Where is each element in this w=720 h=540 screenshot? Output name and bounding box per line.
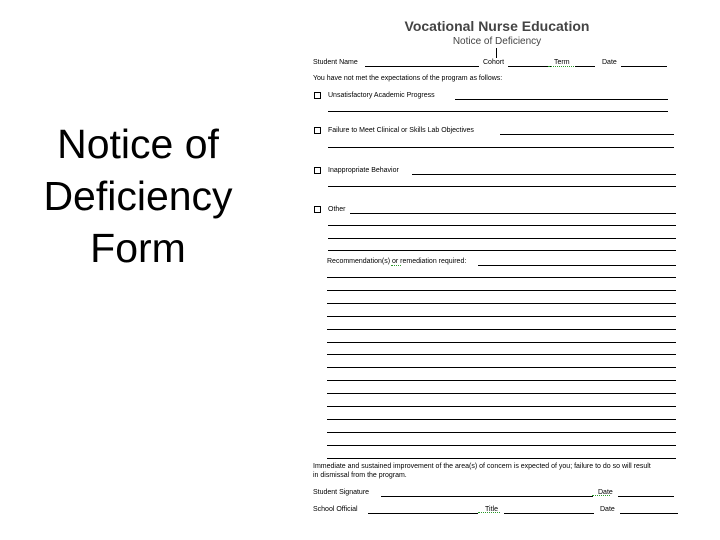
remediation-line — [327, 445, 676, 446]
remediation-line — [327, 458, 676, 459]
remediation-line — [327, 432, 676, 433]
option-clinical-line-2 — [328, 147, 674, 148]
slide-title-line-1: Notice of — [57, 121, 219, 167]
school-official-line — [368, 513, 478, 514]
official-date-label: Date — [600, 506, 615, 513]
slide-title — [20, 118, 256, 274]
remediation-line — [327, 406, 676, 407]
option-behavior-line — [412, 174, 676, 175]
other-line-2 — [328, 225, 676, 226]
term-line — [575, 66, 595, 67]
school-official-label: School Official — [313, 506, 358, 513]
student-signature-label: Student Signature — [313, 489, 370, 496]
option-academic-label: Unsatisfactory Academic Progress — [328, 92, 435, 99]
text-cursor — [496, 48, 497, 58]
checkbox-other[interactable] — [314, 206, 321, 213]
remediation-line — [327, 290, 676, 291]
cohort-label: Cohort — [483, 59, 505, 66]
title-label: Title — [485, 506, 498, 513]
checkbox-clinical[interactable] — [314, 127, 321, 134]
other-line-3 — [328, 238, 676, 239]
date-label: Date — [602, 59, 617, 66]
signature-date-label: Date — [598, 489, 613, 496]
checkbox-behavior[interactable] — [314, 167, 321, 174]
recommendation-line — [478, 265, 676, 266]
option-clinical-line — [500, 134, 674, 135]
remediation-line — [327, 393, 676, 394]
option-behavior-line-2 — [328, 186, 676, 187]
title-line — [504, 513, 594, 514]
grammar-squiggle — [391, 263, 401, 266]
intro-text: You have not met the expectations of the program as follows: — [313, 75, 503, 82]
remediation-line — [327, 329, 676, 330]
warning-text-line-2: in dismissal from the program. — [313, 472, 407, 479]
grammar-squiggle — [478, 510, 500, 513]
grammar-squiggle — [548, 64, 574, 67]
student-signature-line — [381, 496, 593, 497]
student-name-label: Student Name — [313, 59, 358, 66]
signature-date-line — [618, 496, 674, 497]
remediation-line — [327, 342, 676, 343]
student-name-line — [365, 66, 479, 67]
cohort-line — [508, 66, 552, 67]
slide-title-line-3: Form — [90, 225, 186, 271]
term-label: Term — [554, 59, 570, 66]
remediation-line — [327, 277, 676, 278]
grammar-squiggle — [592, 493, 610, 496]
remediation-line — [327, 419, 676, 420]
warning-text-line-1: Immediate and sustained improvement of the area(s) of concern is expected of you; failure to do so will result — [313, 463, 651, 470]
option-academic-line-2 — [328, 111, 668, 112]
notice-form-image — [305, 12, 685, 538]
option-behavior-label: Inappropriate Behavior — [328, 167, 399, 174]
option-other-label: Other — [328, 206, 346, 213]
form-subtitle: Notice of Deficiency — [452, 36, 542, 47]
remediation-line — [327, 354, 676, 355]
form-title: Vocational Nurse Education — [404, 18, 590, 34]
remediation-line — [327, 380, 676, 381]
recommendation-label: Recommendation(s) or remediation required: — [327, 258, 467, 265]
option-other-line — [350, 213, 676, 214]
date-line — [621, 66, 667, 67]
remediation-line — [327, 367, 676, 368]
remediation-line — [327, 316, 676, 317]
other-line-4 — [328, 250, 676, 251]
slide-title-line-2: Deficiency — [43, 173, 233, 219]
option-academic-line — [455, 99, 668, 100]
checkbox-academic[interactable] — [314, 92, 321, 99]
official-date-line — [620, 513, 678, 514]
option-clinical-label: Failure to Meet Clinical or Skills Lab Objectives — [328, 127, 474, 134]
remediation-line — [327, 303, 676, 304]
